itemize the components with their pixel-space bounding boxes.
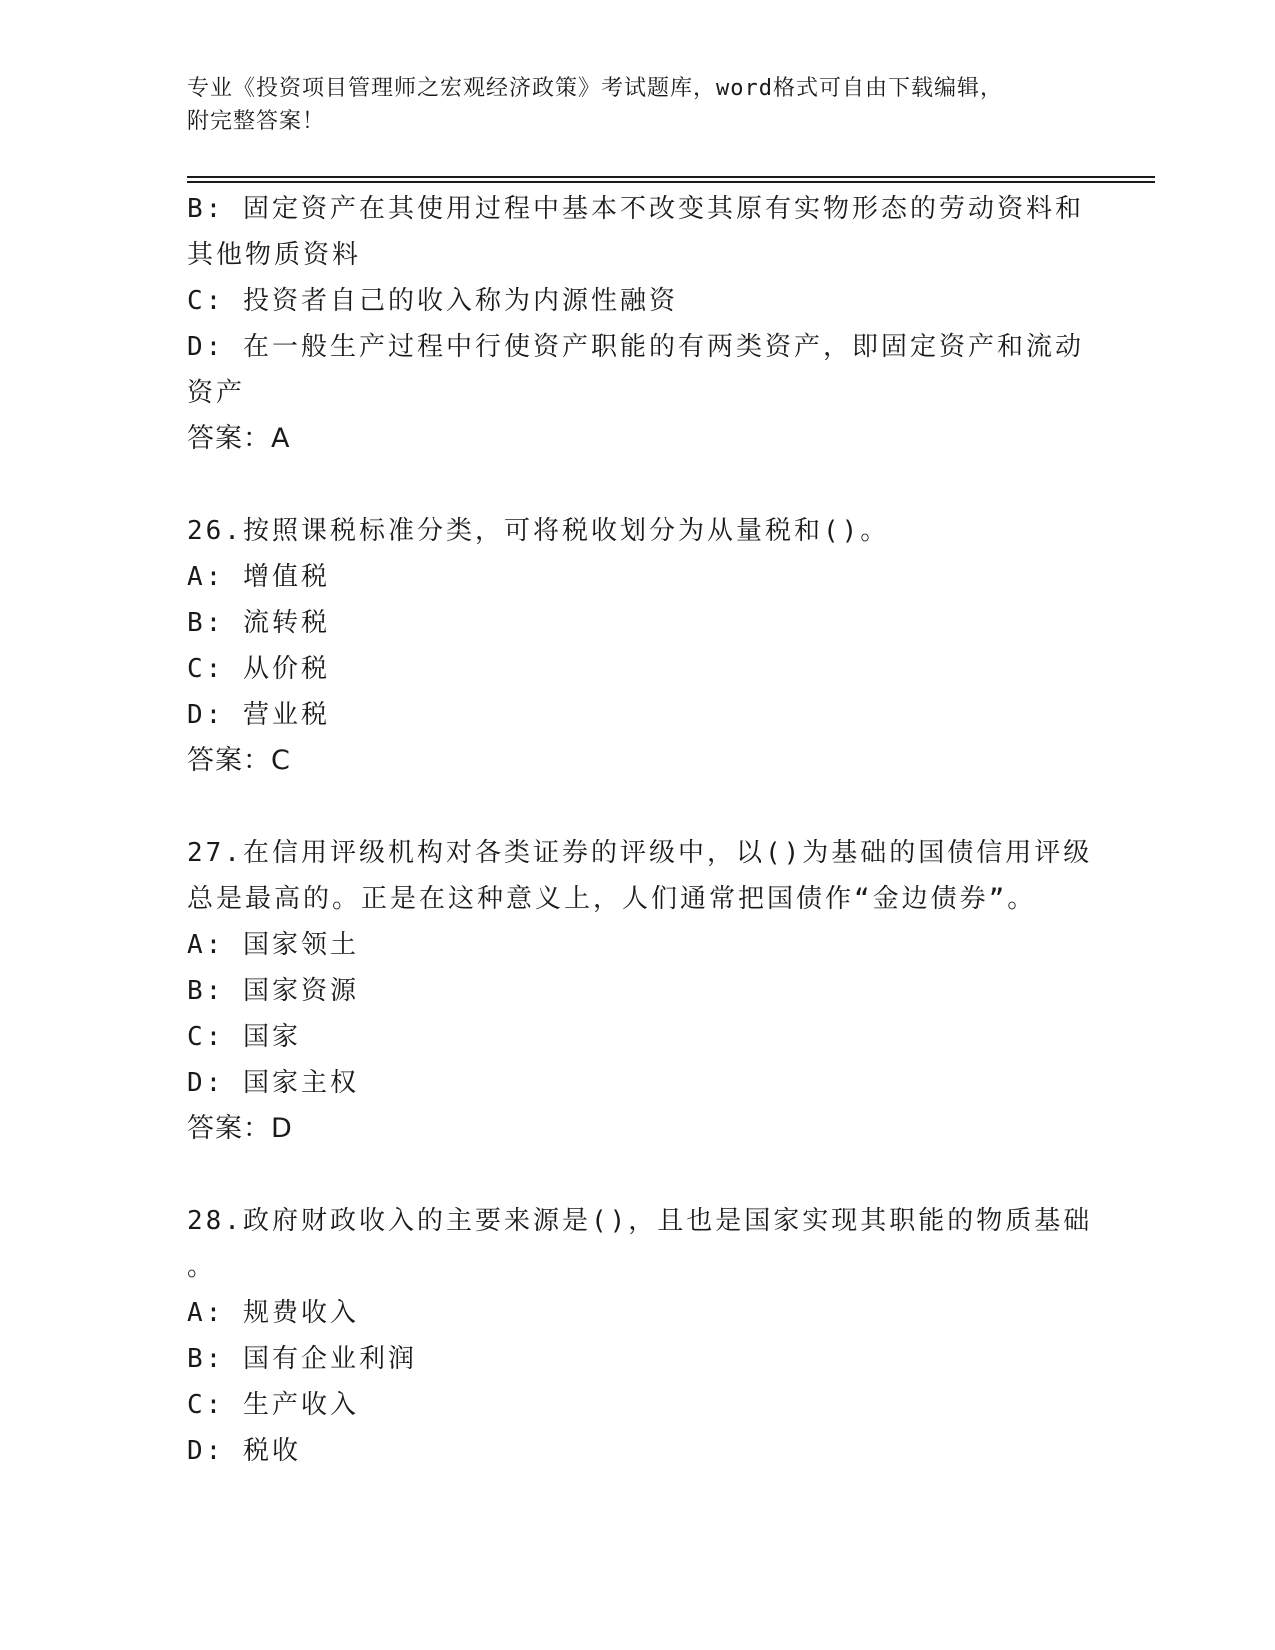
question-stem-line-2: 总是最高的。正是在这种意义上，人们通常把国债作“金边债券”。 (187, 884, 1037, 914)
question-26 (187, 508, 1087, 784)
option-d: D: 营业税 (187, 700, 330, 730)
option-c: C: 生产收入 (187, 1390, 359, 1420)
option-b: B: 国有企业利润 (187, 1344, 417, 1374)
option-a: A: 国家领土 (187, 930, 359, 960)
spacer (187, 784, 1087, 830)
answer: 答案：A (187, 423, 291, 454)
question-28 (187, 1198, 1093, 1474)
option-d-line-1: D: 在一般生产过程中行使资产职能的有两类资产，即固定资产和流动 (187, 332, 1084, 362)
answer: 答案：C (187, 745, 291, 776)
option-c: C: 投资者自己的收入称为内源性融资 (187, 286, 678, 316)
option-b: B: 国家资源 (187, 976, 359, 1006)
header-divider-bottom (187, 181, 1155, 183)
option-c: C: 从价税 (187, 654, 330, 684)
option-d: D: 税收 (187, 1436, 301, 1466)
question-stem-line-1: 28.政府财政收入的主要来源是()，且也是国家实现其职能的物质基础 (187, 1206, 1093, 1236)
option-b: B: 流转税 (187, 608, 330, 638)
option-b-line-2: 其他物质资料 (187, 240, 362, 270)
option-a: A: 增值税 (187, 562, 330, 592)
question-stem-line-2: 。 (187, 1252, 217, 1282)
option-d-line-2: 资产 (187, 378, 246, 408)
option-c: C: 国家 (187, 1022, 301, 1052)
question-27 (187, 830, 1093, 1152)
header-line-2: 附完整答案！ (187, 109, 326, 134)
question-list (187, 186, 1093, 1474)
spacer (187, 462, 1087, 508)
option-d: D: 国家主权 (187, 1068, 359, 1098)
spacer (187, 1152, 1087, 1198)
question-stem: 26.按照课税标准分类，可将税收划分为从量税和()。 (187, 516, 890, 546)
option-a: A: 规费收入 (187, 1298, 359, 1328)
question-stem-line-1: 27.在信用评级机构对各类证券的评级中，以()为基础的国债信用评级 (187, 838, 1093, 868)
document-header (187, 72, 1067, 138)
question-25-tail (187, 186, 1087, 462)
header-divider-top (187, 176, 1155, 178)
option-b-line-1: B: 固定资产在其使用过程中基本不改变其原有实物形态的劳动资料和 (187, 194, 1084, 224)
answer: 答案：D (187, 1113, 293, 1144)
header-line-1: 专业《投资项目管理师之宏观经济政策》考试题库，word格式可自由下载编辑， (187, 76, 1003, 101)
